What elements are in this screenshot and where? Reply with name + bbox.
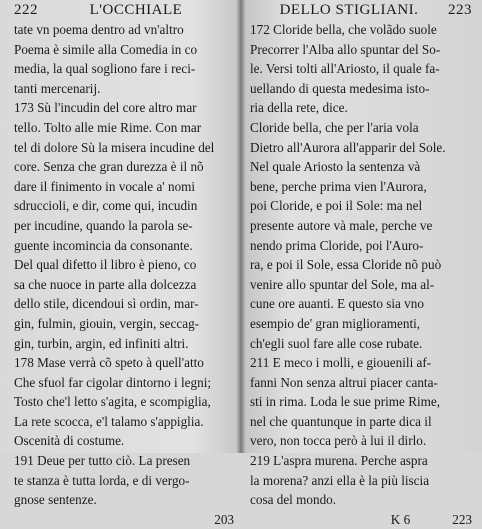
right-signature: K 6	[390, 511, 411, 527]
left-page-number: 222	[14, 2, 38, 18]
text-line: nel che quantunque in parte dica il	[250, 413, 432, 429]
text-line: Del qual difetto il libro è pieno, co	[14, 257, 197, 273]
text-line: ra, e poi il Sole, essa Cloride nõ può	[250, 257, 442, 273]
text-line: core. Senza che gran durezza è il nõ	[14, 159, 204, 175]
text-line: tel di dolore Sù la misera incudine del	[14, 139, 215, 155]
text-line: per incudine, quando la parola se-	[14, 217, 193, 233]
right-catchword: 223	[452, 511, 472, 527]
right-running-header	[250, 2, 472, 20]
left-text-body	[14, 20, 234, 510]
text-line: 211 E meco i molli, e giouenili af-	[250, 355, 432, 371]
text-line: poi Cloride, e poi il Sole: ma nel	[250, 198, 423, 214]
text-line: 172 Cloride bella, che volãdo suole	[250, 22, 437, 37]
text-line: Poema è simile alla Comedia in co	[14, 41, 198, 57]
left-footer	[14, 510, 234, 529]
text-line: te stanza è tutta lorda, e di vergo-	[14, 472, 190, 488]
right-running-head: DELLO STIGLIANI.	[279, 2, 419, 18]
text-line: gin, fulmin, giouin, vergin, seccag-	[14, 315, 200, 331]
text-line: dello stile, dicendoui sì ordin, mar-	[14, 296, 199, 312]
text-line: sdruccioli, e dir, come qui, incudin	[14, 198, 198, 214]
text-line: ria della rete, dice.	[250, 100, 348, 116]
text-line: Tosto che'l letto s'agita, e scompiglia,	[14, 394, 211, 410]
text-line: sa che nuoce in parte alla dolcezza	[14, 276, 197, 292]
text-line: 219 L'aspra murena. Perche aspra	[250, 453, 428, 469]
text-line: media, la qual sogliono fare i reci-	[14, 61, 196, 77]
text-line: gin, turbin, argin, ed infiniti altri.	[14, 335, 189, 351]
text-line: la morena? anzi ella è la più liscia	[250, 472, 430, 488]
left-catchword: 203	[214, 511, 234, 527]
text-line: 173 Sù l'incudin del core altro mar	[14, 100, 197, 116]
text-line: uellando di questa medesima isto-	[250, 80, 430, 96]
text-line: sti in rima. Loda le sue prime Rime,	[250, 394, 441, 410]
text-line: esempio de' gran miglioramenti,	[250, 315, 421, 331]
text-line: Dietro all'Aurora all'apparir del Sole.	[250, 139, 446, 155]
text-line: guente incomincia da consonante.	[14, 237, 193, 253]
text-line: nendo prima Cloride, poi l'Auro-	[250, 237, 424, 253]
text-line: Che sfuol far cigolar dintorno i legni;	[14, 374, 212, 390]
text-line: tello. Tolto alle mie Rime. Con mar	[14, 119, 202, 135]
right-page	[242, 0, 482, 527]
text-line: ch'egli suol fare alle cose rubate.	[250, 335, 423, 351]
text-line: fanni Non senza altrui piacer canta-	[250, 374, 438, 390]
left-page	[0, 0, 240, 527]
text-line: Nel quale Ariosto la sentenza và	[250, 159, 421, 175]
text-line: venire allo spuntar del Sole, ma al-	[250, 276, 435, 292]
right-page-number: 223	[448, 2, 472, 18]
text-line: La rete scocca, e'l talamo s'appiglia.	[14, 413, 204, 429]
text-line: tanti mercenarij.	[14, 80, 101, 96]
text-line: bene, perche prima vien l'Aurora,	[250, 178, 427, 194]
text-line: 191 Deue per tutto ciò. La presen	[14, 453, 191, 469]
text-line: Oscenità di costume.	[14, 433, 125, 449]
text-line: Cloride bella, che per l'aria vola	[250, 119, 419, 135]
text-line: dare il finimento in vocale a' nomi	[14, 178, 196, 194]
left-running-header	[14, 2, 234, 20]
text-line: Precorrer l'Alba allo spuntar del So-	[250, 41, 441, 57]
text-line: cune ore auanti. E questo sia vno	[250, 296, 424, 312]
left-running-head: L'OCCHIALE	[89, 2, 183, 18]
text-line: le. Versi tolti all'Ariosto, il quale fa-	[250, 61, 440, 77]
text-line: presente autore và male, perche ve	[250, 217, 433, 233]
right-text-body	[250, 20, 472, 510]
text-line: gnose sentenze.	[14, 492, 97, 508]
text-line: 178 Mase verrà cõ speto à quell'atto	[14, 355, 204, 371]
text-line: vero, non tocca però à lui il dirlo.	[250, 433, 427, 449]
right-footer	[250, 510, 472, 529]
text-line: cosa del mondo.	[250, 492, 337, 508]
text-line: tate vn poema dentro ad vn'altro	[14, 22, 184, 37]
